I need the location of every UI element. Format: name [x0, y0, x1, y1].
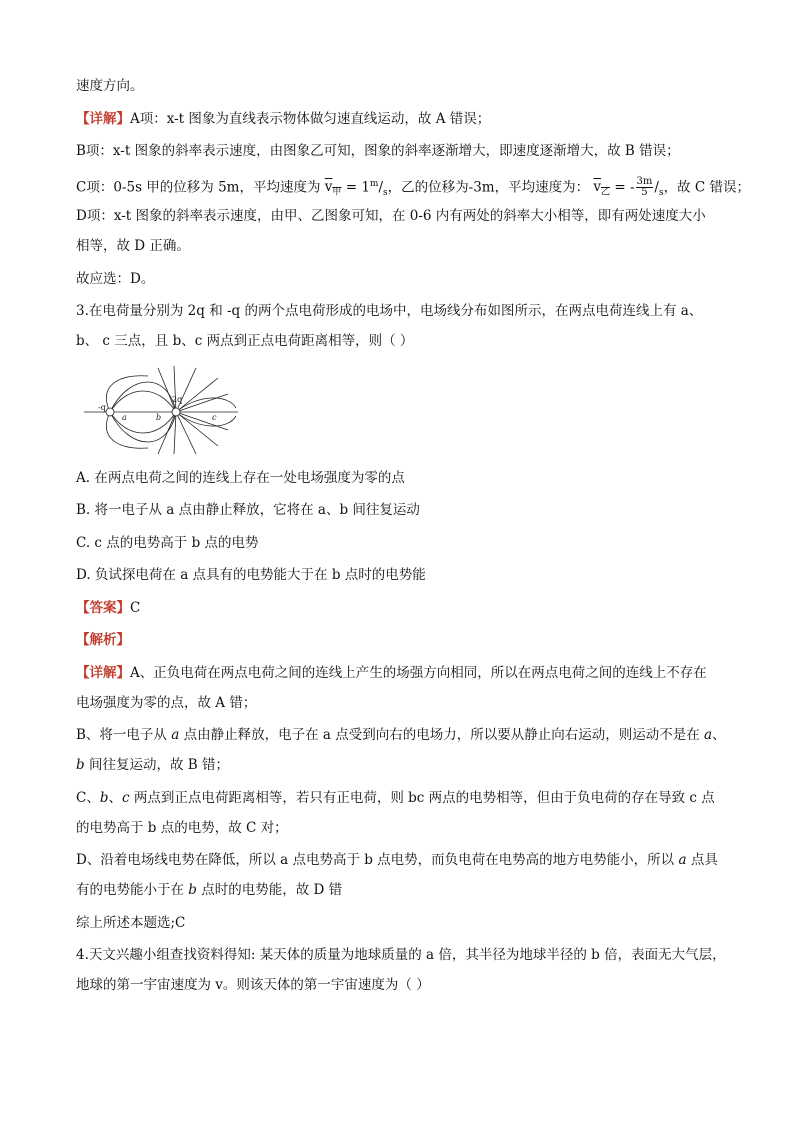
text: 点时的电势能，故 D 错 [196, 882, 343, 898]
text-line [76, 693, 726, 713]
text: 4.天文兴趣小组查找资料得知: 某天体的质量为地球质量的 a 倍，其半径为地球半径的 b 倍，表面无大气层， [76, 947, 726, 963]
text: 3m [636, 176, 653, 187]
text: D项：x-t 图象的斜率表示速度，由甲、乙图象可知，在 0-6 内有两处的斜率大小相等，即有两处速度大小 [76, 208, 706, 224]
text: C、 [76, 789, 100, 806]
analysis-line [76, 630, 726, 650]
text: v [324, 179, 333, 195]
text: 速度方向。 [76, 78, 144, 94]
text: a [678, 852, 687, 868]
text: A. 在两点电荷之间的连线上存在一处电场强度为零的点 [76, 469, 405, 486]
answer-value: C [130, 599, 141, 616]
text-line [76, 109, 726, 129]
avg-velocity-symbol [593, 179, 611, 198]
text: 的电势高于 b 点的电势，故 C 对； [76, 819, 288, 836]
text-line [76, 913, 726, 933]
text: c [122, 789, 130, 806]
text: a [704, 727, 713, 743]
fraction [636, 177, 654, 198]
text: 5 [641, 187, 648, 198]
text-line [76, 818, 726, 838]
question-4 [76, 945, 726, 965]
document-page [76, 76, 750, 1008]
text: b [188, 882, 197, 898]
question-3 [76, 301, 726, 321]
text-line [76, 880, 726, 900]
text-line [76, 331, 726, 351]
label-neg-charge: -q [98, 402, 106, 412]
text: 点由静止释放，电子在 a 点受到向右的电场力，所以要从静止向右运动，则运动不是在 [179, 727, 704, 743]
text: 相等，故 D 正确。 [76, 238, 190, 254]
text: A、正负电荷在两点电荷之间的连线上产生的场强方向相同，所以在两点电荷之间的连线上不存在 [130, 664, 707, 681]
text-line [76, 663, 726, 683]
label-a: a [122, 412, 127, 422]
text: 两点到正点电荷距离相等，若只有正电荷，则 bc 两点的电势相等，但由于负电荷的存在导致 c 点 [129, 789, 715, 806]
text: s [658, 187, 664, 198]
field-lines-diagram [78, 364, 238, 454]
label-c: c [212, 412, 217, 422]
text: 、 [108, 789, 122, 806]
text: s [383, 187, 388, 198]
answer-tag: 【答案】 [76, 599, 130, 616]
detail-tag: 【详解】 [76, 110, 130, 127]
text: b [99, 789, 109, 806]
text: 甲 [332, 187, 342, 198]
text-line [76, 725, 726, 745]
text: C项：0-5s 甲的位移为 5m，平均速度为 [76, 179, 321, 195]
label-pos-charge: 2q [172, 394, 183, 404]
text: C. c 点的电势高于 b 点的电势 [76, 534, 259, 551]
text: 3.在电荷量分别为 2q 和 -q 的两个点电荷形成的电场中，电场线分布如图所示，在两点电荷连线上有 a、 [76, 303, 703, 319]
electric-field-figure [78, 364, 238, 454]
text: a [171, 727, 180, 743]
text: 点具 [686, 852, 718, 868]
text: = 1 [341, 179, 370, 195]
text-line [76, 236, 726, 256]
text: A项：x-t 图象为直线表示物体做匀速直线运动，故 A 错误； [130, 110, 491, 127]
text: 间往复运动，故 B 错； [84, 757, 229, 773]
text: m [369, 178, 379, 189]
option-b [76, 500, 726, 520]
text-line [76, 755, 726, 775]
text: B、将一电子从 [76, 727, 172, 743]
avg-velocity-symbol [324, 179, 342, 198]
text-line: C项：0-5s 甲的位移为 5m，平均速度为 $v_甲 = 1^m/_s$，乙的位移为-3m，平均速度为： $v_乙$ = - $\frac{3m}{5}$ $/_s$，故 C 错误； [76, 176, 750, 198]
text: 、 [712, 727, 726, 743]
answer-line [76, 598, 726, 618]
text: 综上所述本题选;C [76, 914, 186, 931]
text: ，故 C 错误； [663, 179, 750, 195]
text: v [593, 179, 602, 195]
text-line [76, 975, 726, 995]
option-a [76, 468, 726, 488]
text: = - [610, 179, 635, 195]
option-d [76, 565, 726, 585]
text-line [76, 269, 726, 289]
text: 故应选：D。 [76, 270, 155, 287]
text: B项：x-t 图象的斜率表示速度，由图象乙可知，图象的斜率逐渐增大，即速度逐渐增大，故 B 错误； [76, 143, 680, 159]
text-line [76, 76, 726, 96]
text: 地球的第一宇宙速度为 v。则该天体的第一宇宙速度为（ ） [76, 977, 430, 993]
text: 乙 [601, 187, 611, 198]
analysis-tag: 【解析】 [76, 632, 130, 648]
detail-tag: 【详解】 [76, 664, 130, 681]
text: b [76, 757, 85, 773]
label-b: b [156, 412, 162, 422]
text-line [76, 788, 726, 808]
text: 有的电势能小于在 [76, 882, 189, 898]
option-c [76, 533, 726, 553]
text: B. 将一电子从 a 点由静止释放，它将在 a、b 间往复运动 [76, 502, 420, 518]
text: D、沿着电场线电势在降低，所以 a 点电势高于 b 点电势，而负电荷在电势高的地方电势能小，所以 [76, 852, 679, 868]
text-line [76, 141, 726, 161]
text: 电场强度为零的点，故 A 错； [76, 694, 257, 711]
positive-charge-icon [172, 408, 180, 416]
negative-charge-icon [106, 408, 114, 416]
text-line [76, 206, 726, 226]
text-line [76, 850, 726, 870]
text: b、 c 三点，且 b、c 两点到正点电荷距离相等，则（ ） [76, 333, 414, 349]
text: ，乙的位移为-3m，平均速度为： [387, 179, 590, 195]
text: D. 负试探电荷在 a 点具有的电势能大于在 b 点时的电势能 [76, 567, 426, 583]
